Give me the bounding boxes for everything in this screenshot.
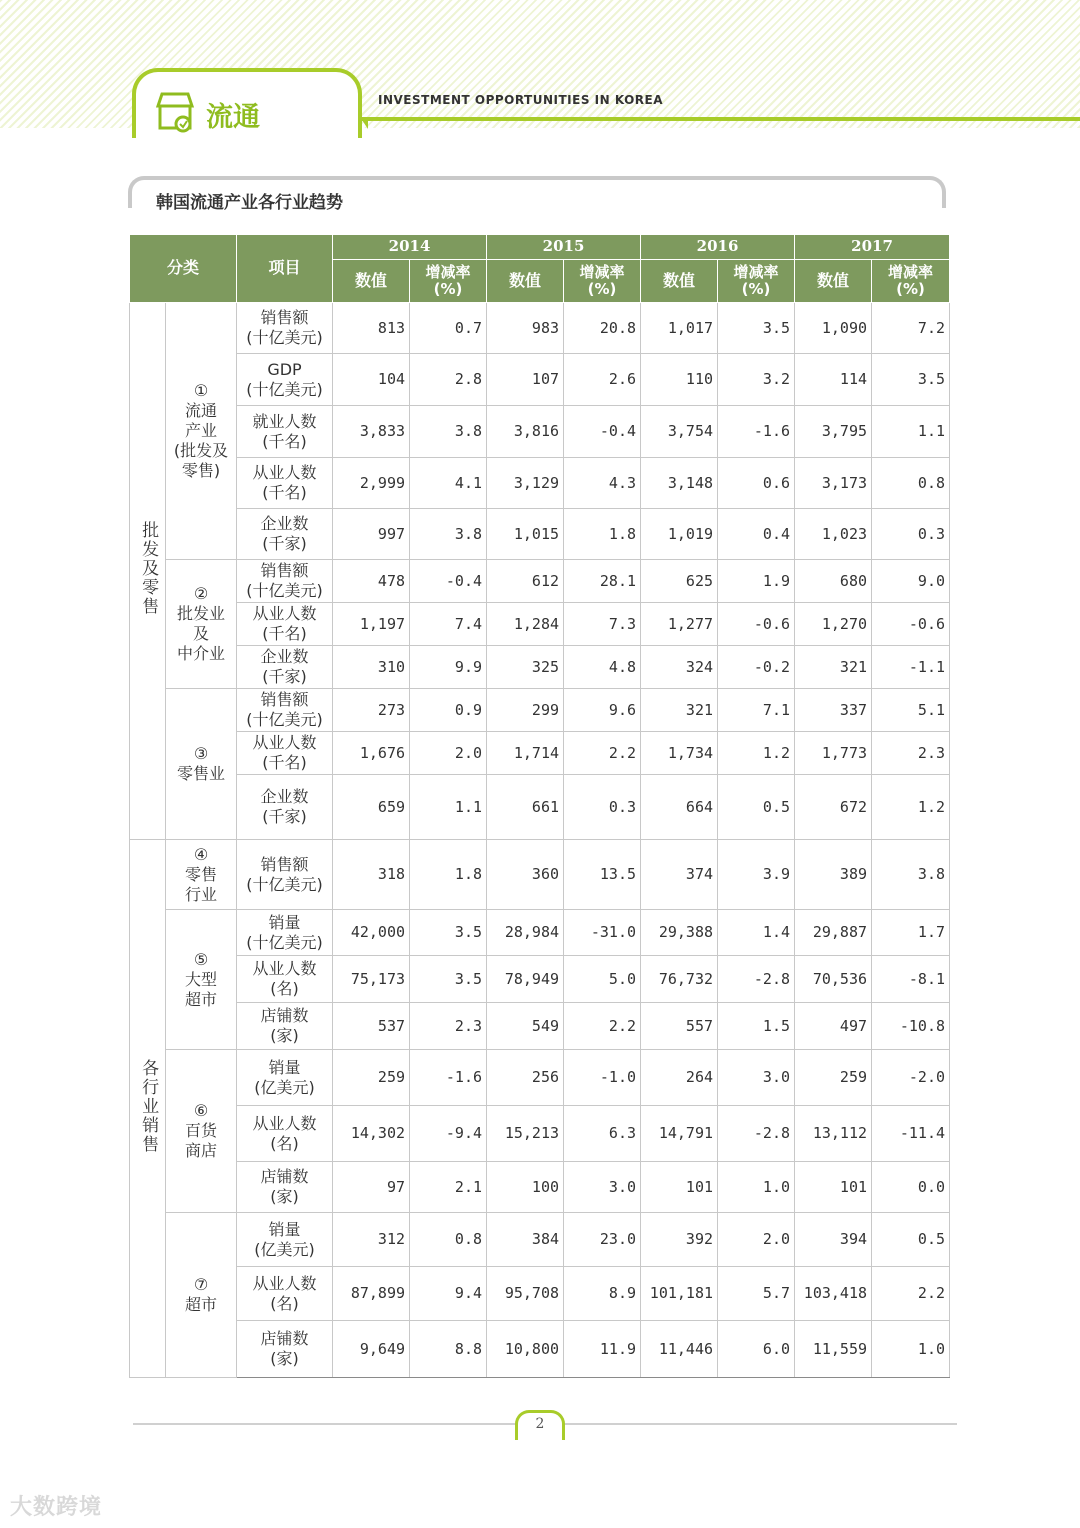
value-cell: 42,000 — [333, 910, 410, 956]
rate-cell: 6.3 — [564, 1106, 641, 1162]
rate-cell: 9.9 — [410, 646, 487, 689]
value-cell: 360 — [487, 840, 564, 910]
item-label: 从业人数 (千名) — [237, 458, 333, 509]
rate-cell: 7.4 — [410, 603, 487, 646]
item-label: 销量 (十亿美元) — [237, 910, 333, 956]
rate-cell: -2.8 — [718, 1106, 795, 1162]
table-row — [130, 1267, 950, 1321]
value-cell: 29,388 — [641, 910, 718, 956]
value-cell: 28,984 — [487, 910, 564, 956]
table-title: 韩国流通产业各行业趋势 — [156, 193, 343, 213]
value-cell: 813 — [333, 303, 410, 354]
rate-cell: 1.0 — [872, 1321, 950, 1378]
rate-cell: 1.1 — [872, 406, 950, 458]
table-row — [130, 1321, 950, 1378]
category-cell — [130, 840, 166, 1378]
data-table — [129, 234, 950, 1378]
item-label: 销量 (亿美元) — [237, 1213, 333, 1267]
rate-cell: -0.2 — [718, 646, 795, 689]
rate-cell: 2.3 — [410, 1003, 487, 1050]
value-cell: 100 — [487, 1162, 564, 1213]
rate-cell: -9.4 — [410, 1106, 487, 1162]
rate-cell: 3.0 — [564, 1162, 641, 1213]
header-rate: 增减率 (%) — [564, 260, 641, 303]
value-cell: 3,754 — [641, 406, 718, 458]
value-cell: 672 — [795, 775, 872, 840]
rate-cell: 1.9 — [718, 560, 795, 603]
header-rate: 增减率 (%) — [718, 260, 795, 303]
rate-cell: -1.0 — [564, 1050, 641, 1106]
table-row — [130, 406, 950, 458]
rate-cell: 1.2 — [718, 732, 795, 775]
header-rate: 增减率 (%) — [872, 260, 950, 303]
rate-cell: 2.2 — [872, 1267, 950, 1321]
rate-cell: 3.8 — [872, 840, 950, 910]
value-cell: 1,773 — [795, 732, 872, 775]
item-label: 销量 (亿美元) — [237, 1050, 333, 1106]
value-cell: 273 — [333, 689, 410, 732]
header-rate: 增减率 (%) — [410, 260, 487, 303]
rate-cell: -1.6 — [410, 1050, 487, 1106]
item-label: 从业人数 (名) — [237, 956, 333, 1003]
rate-cell: 1.0 — [718, 1162, 795, 1213]
value-cell: 3,795 — [795, 406, 872, 458]
value-cell: 1,734 — [641, 732, 718, 775]
item-label: 企业数 (千家) — [237, 775, 333, 840]
value-cell: 1,019 — [641, 509, 718, 560]
value-cell: 997 — [333, 509, 410, 560]
value-cell: 256 — [487, 1050, 564, 1106]
value-cell: 1,090 — [795, 303, 872, 354]
group-label: ⑦ 超市 — [166, 1213, 237, 1378]
value-cell: 549 — [487, 1003, 564, 1050]
value-cell: 1,714 — [487, 732, 564, 775]
table-row — [130, 603, 950, 646]
value-cell: 9,649 — [333, 1321, 410, 1378]
rate-cell: 1.8 — [564, 509, 641, 560]
value-cell: 103,418 — [795, 1267, 872, 1321]
rate-cell: 3.9 — [718, 840, 795, 910]
value-cell: 1,676 — [333, 732, 410, 775]
value-cell: 97 — [333, 1162, 410, 1213]
item-label: 从业人数 (千名) — [237, 732, 333, 775]
rate-cell: 3.2 — [718, 354, 795, 406]
item-label: 企业数 (千家) — [237, 509, 333, 560]
value-cell: 324 — [641, 646, 718, 689]
table-row — [130, 840, 950, 910]
value-cell: 321 — [641, 689, 718, 732]
rate-cell: 0.9 — [410, 689, 487, 732]
rate-cell: 2.3 — [872, 732, 950, 775]
rate-cell: 2.8 — [410, 354, 487, 406]
value-cell: 101 — [795, 1162, 872, 1213]
group-label: ⑤ 大型 超市 — [166, 910, 237, 1050]
rate-cell: 7.1 — [718, 689, 795, 732]
rate-cell: 4.3 — [564, 458, 641, 509]
rate-cell: 8.8 — [410, 1321, 487, 1378]
rate-cell: 6.0 — [718, 1321, 795, 1378]
table-row — [130, 689, 950, 732]
rate-cell: 2.0 — [718, 1213, 795, 1267]
value-cell: 374 — [641, 840, 718, 910]
rate-cell: 0.3 — [872, 509, 950, 560]
group-label: ⑥ 百货 商店 — [166, 1050, 237, 1213]
value-cell: 384 — [487, 1213, 564, 1267]
value-cell: 1,197 — [333, 603, 410, 646]
header-year: 2017 — [795, 235, 950, 260]
value-cell: 659 — [333, 775, 410, 840]
rate-cell: 0.7 — [410, 303, 487, 354]
value-cell: 101,181 — [641, 1267, 718, 1321]
value-cell: 299 — [487, 689, 564, 732]
rate-cell: -10.8 — [872, 1003, 950, 1050]
rate-cell: -2.8 — [718, 956, 795, 1003]
value-cell: 3,833 — [333, 406, 410, 458]
rate-cell: 2.0 — [410, 732, 487, 775]
value-cell: 337 — [795, 689, 872, 732]
value-cell: 14,791 — [641, 1106, 718, 1162]
rate-cell: 3.0 — [718, 1050, 795, 1106]
value-cell: 680 — [795, 560, 872, 603]
table-row — [130, 560, 950, 603]
table-row — [130, 775, 950, 840]
rate-cell: 5.0 — [564, 956, 641, 1003]
value-cell: 664 — [641, 775, 718, 840]
rate-cell: 0.4 — [718, 509, 795, 560]
rate-cell: 0.0 — [872, 1162, 950, 1213]
value-cell: 1,277 — [641, 603, 718, 646]
value-cell: 95,708 — [487, 1267, 564, 1321]
group-label: ① 流通 产业 (批发及 零售) — [166, 303, 237, 560]
value-cell: 264 — [641, 1050, 718, 1106]
rate-cell: -8.1 — [872, 956, 950, 1003]
header-value: 数值 — [641, 260, 718, 303]
value-cell: 1,284 — [487, 603, 564, 646]
value-cell: 107 — [487, 354, 564, 406]
table-row — [130, 1213, 950, 1267]
table-row — [130, 1003, 950, 1050]
rate-cell: 5.1 — [872, 689, 950, 732]
rate-cell: 2.6 — [564, 354, 641, 406]
table-row — [130, 509, 950, 560]
rate-cell: 0.3 — [564, 775, 641, 840]
rate-cell: -11.4 — [872, 1106, 950, 1162]
rate-cell: 3.5 — [410, 910, 487, 956]
rate-cell: 4.1 — [410, 458, 487, 509]
header-value: 数值 — [487, 260, 564, 303]
rate-cell: -0.4 — [564, 406, 641, 458]
value-cell: 259 — [333, 1050, 410, 1106]
rate-cell: 0.6 — [718, 458, 795, 509]
category-cell — [130, 303, 166, 840]
rate-cell: 0.5 — [718, 775, 795, 840]
item-label: 从业人数 (名) — [237, 1106, 333, 1162]
item-label: GDP (十亿美元) — [237, 354, 333, 406]
item-label: 销售额 (十亿美元) — [237, 689, 333, 732]
value-cell: 11,446 — [641, 1321, 718, 1378]
rate-cell: 3.5 — [718, 303, 795, 354]
value-cell: 70,536 — [795, 956, 872, 1003]
value-cell: 101 — [641, 1162, 718, 1213]
value-cell: 625 — [641, 560, 718, 603]
rate-cell: 3.5 — [872, 354, 950, 406]
value-cell: 76,732 — [641, 956, 718, 1003]
rate-cell: 1.2 — [872, 775, 950, 840]
rate-cell: 7.2 — [872, 303, 950, 354]
value-cell: 392 — [641, 1213, 718, 1267]
value-cell: 318 — [333, 840, 410, 910]
value-cell: 983 — [487, 303, 564, 354]
header-year: 2015 — [487, 235, 641, 260]
value-cell: 612 — [487, 560, 564, 603]
rate-cell: 0.8 — [410, 1213, 487, 1267]
header-category: 分类 — [130, 235, 237, 303]
item-label: 从业人数 (千名) — [237, 603, 333, 646]
value-cell: 557 — [641, 1003, 718, 1050]
rate-cell: -2.0 — [872, 1050, 950, 1106]
watermark: 大数跨境 — [10, 1495, 103, 1520]
value-cell: 394 — [795, 1213, 872, 1267]
value-cell: 15,213 — [487, 1106, 564, 1162]
value-cell: 321 — [795, 646, 872, 689]
rate-cell: -0.6 — [872, 603, 950, 646]
value-cell: 114 — [795, 354, 872, 406]
value-cell: 537 — [333, 1003, 410, 1050]
value-cell: 3,129 — [487, 458, 564, 509]
item-label: 销售额 (十亿美元) — [237, 840, 333, 910]
value-cell: 1,270 — [795, 603, 872, 646]
rate-cell: 1.4 — [718, 910, 795, 956]
rate-cell: 8.9 — [564, 1267, 641, 1321]
value-cell: 13,112 — [795, 1106, 872, 1162]
rate-cell: 0.5 — [872, 1213, 950, 1267]
value-cell: 3,173 — [795, 458, 872, 509]
item-label: 销售额 (十亿美元) — [237, 303, 333, 354]
store-cart-icon — [152, 88, 198, 134]
rate-cell: 9.0 — [872, 560, 950, 603]
rate-cell: 23.0 — [564, 1213, 641, 1267]
value-cell: 310 — [333, 646, 410, 689]
header-value: 数值 — [333, 260, 410, 303]
group-label: ② 批发业 及 中介业 — [166, 560, 237, 689]
header-rule — [362, 117, 1080, 121]
value-cell: 10,800 — [487, 1321, 564, 1378]
value-cell: 1,015 — [487, 509, 564, 560]
rate-cell: 1.5 — [718, 1003, 795, 1050]
value-cell: 29,887 — [795, 910, 872, 956]
rate-cell: 28.1 — [564, 560, 641, 603]
rate-cell: 3.5 — [410, 956, 487, 1003]
table-row — [130, 910, 950, 956]
value-cell: 75,173 — [333, 956, 410, 1003]
rate-cell: 5.7 — [718, 1267, 795, 1321]
rate-cell: 2.2 — [564, 732, 641, 775]
value-cell: 1,023 — [795, 509, 872, 560]
table-row — [130, 732, 950, 775]
value-cell: 259 — [795, 1050, 872, 1106]
table-row — [130, 354, 950, 406]
value-cell: 1,017 — [641, 303, 718, 354]
rate-cell: -0.4 — [410, 560, 487, 603]
rate-cell: 20.8 — [564, 303, 641, 354]
table-row — [130, 458, 950, 509]
value-cell: 497 — [795, 1003, 872, 1050]
table-row — [130, 1050, 950, 1106]
rate-cell: -1.6 — [718, 406, 795, 458]
rate-cell: 9.6 — [564, 689, 641, 732]
page-number: 2 — [535, 1416, 545, 1432]
rate-cell: -0.6 — [718, 603, 795, 646]
item-label: 企业数 (千家) — [237, 646, 333, 689]
table-row — [130, 1162, 950, 1213]
header-item: 项目 — [237, 235, 333, 303]
rate-cell: 2.1 — [410, 1162, 487, 1213]
rate-cell: 7.3 — [564, 603, 641, 646]
rate-cell: -31.0 — [564, 910, 641, 956]
item-label: 从业人数 (名) — [237, 1267, 333, 1321]
rate-cell: 4.8 — [564, 646, 641, 689]
header-year: 2016 — [641, 235, 795, 260]
rate-cell: 1.7 — [872, 910, 950, 956]
rate-cell: -1.1 — [872, 646, 950, 689]
rate-cell: 9.4 — [410, 1267, 487, 1321]
group-label: ③ 零售业 — [166, 689, 237, 840]
item-label: 店铺数 (家) — [237, 1321, 333, 1378]
category-label: 批发及零售 — [138, 521, 159, 616]
rate-cell: 11.9 — [564, 1321, 641, 1378]
table-row — [130, 646, 950, 689]
value-cell: 325 — [487, 646, 564, 689]
table-body — [130, 303, 950, 1378]
header-year: 2014 — [333, 235, 487, 260]
section-title: 流通 — [206, 102, 260, 133]
value-cell: 78,949 — [487, 956, 564, 1003]
item-label: 店铺数 (家) — [237, 1003, 333, 1050]
value-cell: 389 — [795, 840, 872, 910]
header-value: 数值 — [795, 260, 872, 303]
value-cell: 2,999 — [333, 458, 410, 509]
running-head: INVESTMENT OPPORTUNITIES IN KOREA — [378, 93, 664, 107]
value-cell: 3,816 — [487, 406, 564, 458]
value-cell: 110 — [641, 354, 718, 406]
rate-cell: 3.8 — [410, 406, 487, 458]
value-cell: 14,302 — [333, 1106, 410, 1162]
rate-cell: 1.8 — [410, 840, 487, 910]
table-row — [130, 303, 950, 354]
table-row — [130, 1106, 950, 1162]
item-label: 就业人数 (千名) — [237, 406, 333, 458]
value-cell: 661 — [487, 775, 564, 840]
rate-cell: 13.5 — [564, 840, 641, 910]
value-cell: 11,559 — [795, 1321, 872, 1378]
rate-cell: 0.8 — [872, 458, 950, 509]
value-cell: 3,148 — [641, 458, 718, 509]
value-cell: 104 — [333, 354, 410, 406]
value-cell: 478 — [333, 560, 410, 603]
value-cell: 312 — [333, 1213, 410, 1267]
header-rule-tick — [360, 117, 368, 129]
value-cell: 87,899 — [333, 1267, 410, 1321]
rate-cell: 3.8 — [410, 509, 487, 560]
item-label: 销售额 (十亿美元) — [237, 560, 333, 603]
rate-cell: 1.1 — [410, 775, 487, 840]
group-label: ④ 零售 行业 — [166, 840, 237, 910]
category-label: 各行业销售 — [138, 1058, 159, 1154]
rate-cell: 2.2 — [564, 1003, 641, 1050]
item-label: 店铺数 (家) — [237, 1162, 333, 1213]
table-row — [130, 956, 950, 1003]
